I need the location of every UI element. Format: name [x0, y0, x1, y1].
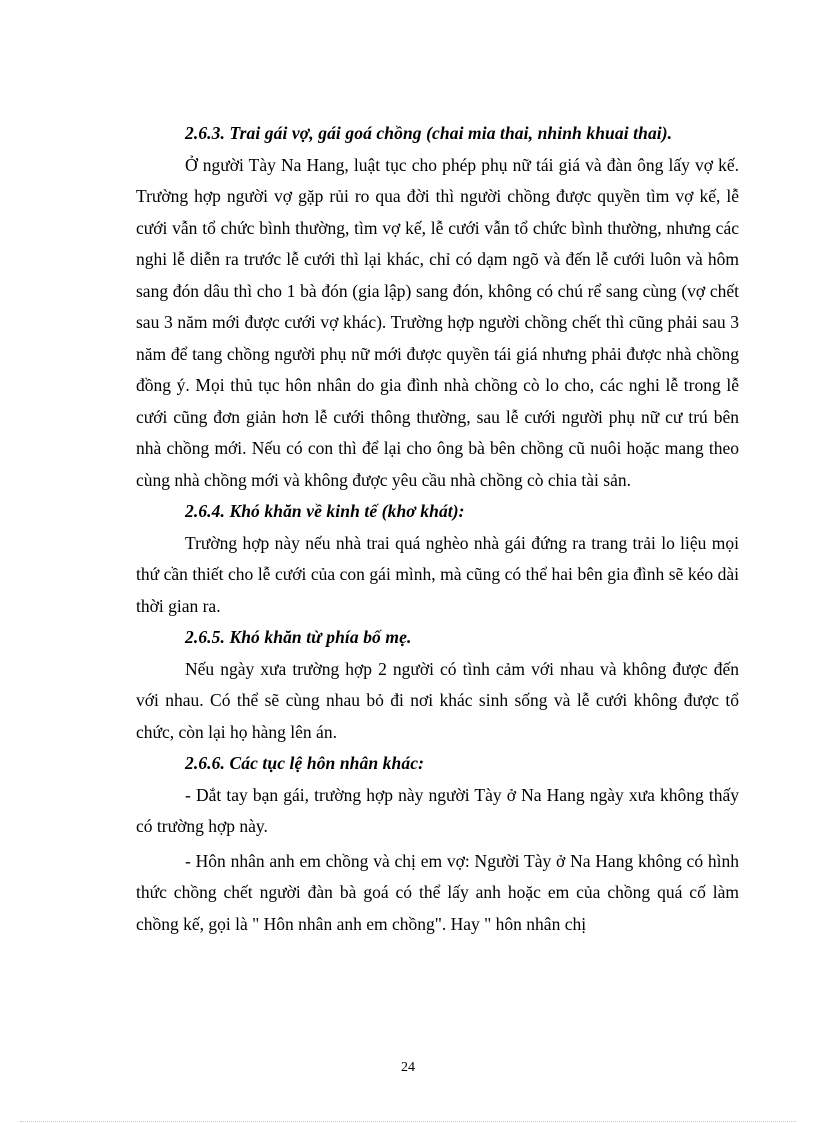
page-number: 24 — [401, 1060, 415, 1075]
section-heading-2-6-5: 2.6.5. Khó khăn từ phía bố mẹ. — [185, 627, 412, 647]
body-paragraph: - Dắt tay bạn gái, trường hợp này người Tày ở Na Hang ngày xưa không thấy có trường hợp này. — [136, 784, 739, 836]
section-heading-2-6-3: 2.6.3. Trai gái vợ, gái goá chồng (chai mia thai, nhinh khuai thai). — [185, 123, 673, 143]
page-bottom-divider — [20, 1121, 796, 1122]
page-body — [136, 118, 739, 940]
body-paragraph: Ở người Tày Na Hang, luật tục cho phép phụ nữ tái giá và đàn ông lấy vợ kế. Trường hợp người vợ gặp rủi ro qua đời thì người chồng được quyền tìm vợ kế, lễ cưới vẫn tổ chức bình thường, tìm vợ kế, lễ cưới vẫn tổ chức bình thường, nhưng các nghi lễ diễn ra trước lễ cưới thì lại khác, chỉ có dạm ngõ và đến lễ cưới luôn và hôm sang đón dâu thì cho 1 bà đón (gia lập) sang đón, không có chú rể sang cùng (vợ chết sau 3 năm mới được cưới vợ khác). Trường hợp người chồng chết thì cũng phải sau 3 năm để tang chồng người phụ nữ mới được quyền tái giá nhưng phải được nhà chồng đồng ý. Mọi thủ tục hôn nhân do gia đình nhà chồng cò lo cho, các nghi lễ trong lễ cưới cũng đơn giản hơn lễ cưới thông thường, sau lễ cưới người phụ nữ cư trú bên nhà chồng mới. Nếu có con thì để lại cho ông bà bên chồng cũ nuôi hoặc mang theo cùng nhà chồng mới và không được yêu cầu nhà chồng cò chia tài sản. — [136, 154, 739, 490]
section-heading-2-6-6: 2.6.6. Các tục lệ hôn nhân khác: — [185, 753, 424, 773]
body-paragraph: - Hôn nhân anh em chồng và chị em vợ: Người Tày ở Na Hang không có hình thức chồng chết người đàn bà goá có thể lấy anh hoặc em của chồng quá cố làm chồng kế, gọi là " Hôn nhân anh em chồng". Hay " hôn nhân chị — [136, 850, 739, 934]
body-paragraph: Trường hợp này nếu nhà trai quá nghèo nhà gái đứng ra trang trải lo liệu mọi thứ cần thiết cho lễ cưới của con gái mình, mà cũng có thể hai bên gia đình sẽ kéo dài thời gian ra. — [136, 532, 739, 616]
body-paragraph: Nếu ngày xưa trường hợp 2 người có tình cảm với nhau và không được đến với nhau. Có thể sẽ cùng nhau bỏ đi nơi khác sinh sống và lễ cưới không được tổ chức, còn lại họ hàng lên án. — [136, 658, 739, 742]
section-heading-2-6-4: 2.6.4. Khó khăn về kinh tế (khơ khát): — [185, 501, 465, 521]
